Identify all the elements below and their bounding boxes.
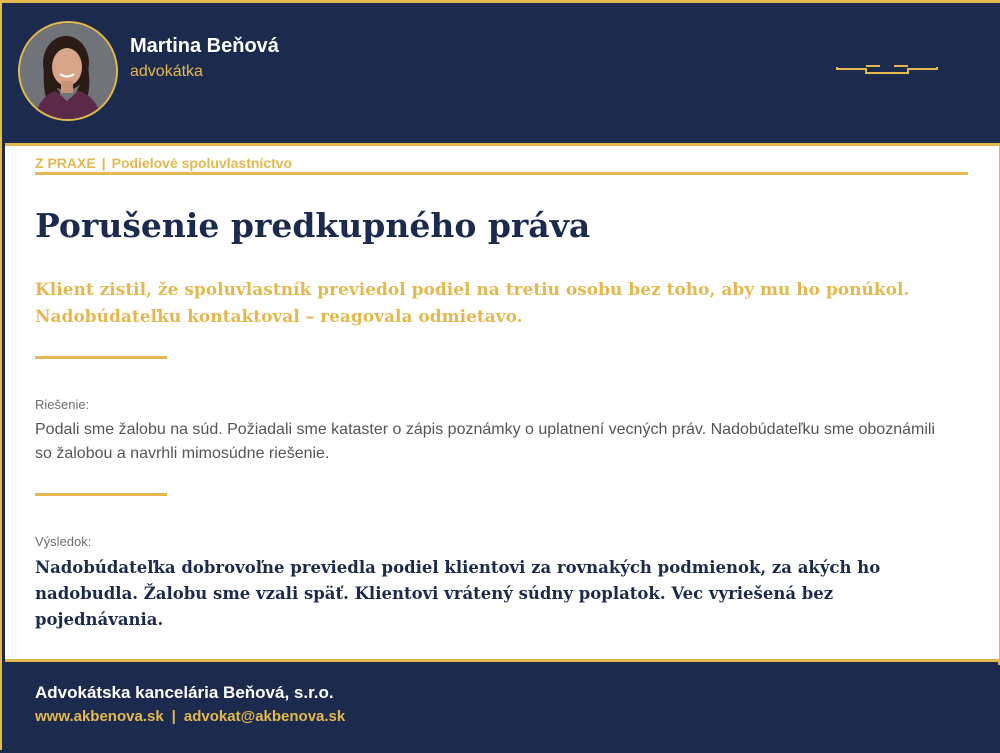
person-name: Martina Beňová	[130, 35, 279, 57]
breadcrumb-separator: |	[101, 155, 106, 171]
company-name: Advokátska kancelária Beňová, s.r.o.	[35, 683, 334, 702]
article-lead: Klient zistil, že spoluvlastník previedol podiel na tretiu osobu bez toho, aby mu ho ponúkol. Nadobúdateľku kontaktoval – reagovala odmietavo.	[35, 280, 910, 327]
result-label: Výsledok:	[35, 534, 92, 549]
person-role: advokátka	[130, 63, 203, 80]
contact-separator: |	[171, 708, 176, 725]
breadcrumb-divider	[35, 172, 968, 175]
section-divider	[35, 356, 167, 359]
section-divider	[35, 493, 167, 496]
article-card	[5, 143, 999, 662]
solution-text: Podali sme žalobu na súd. Požiadali sme kataster o zápis poznámky o uplatnení vecných práv. Nadobúdateľku sme oboznámili so žalobou a navrhli mimosúdne riešenie.	[35, 421, 935, 462]
footer-contacts	[35, 708, 345, 725]
article-title: Porušenie predkupného práva	[35, 206, 591, 245]
breadcrumb	[35, 155, 292, 171]
header	[2, 3, 1000, 143]
footer	[2, 665, 1000, 753]
breadcrumb-topic: Podielové spoluvlastníctvo	[111, 155, 293, 171]
decorative-ornament-icon	[836, 61, 938, 77]
breadcrumb-section: Z PRAXE	[35, 155, 96, 171]
website-link[interactable]: www.akbenova.sk	[35, 708, 164, 725]
result-text: Nadobúdateľka dobrovoľne previedla podiel klientovi za rovnakých podmienok, za akých ho nadobudla. Žalobu sme vzali späť. Klientovi vrátený súdny poplatok. Vec vyriešená bez pojednávania.	[35, 558, 881, 629]
avatar	[18, 21, 118, 121]
email-link[interactable]: advokat@akbenova.sk	[183, 708, 346, 725]
solution-label: Riešenie:	[35, 397, 90, 412]
